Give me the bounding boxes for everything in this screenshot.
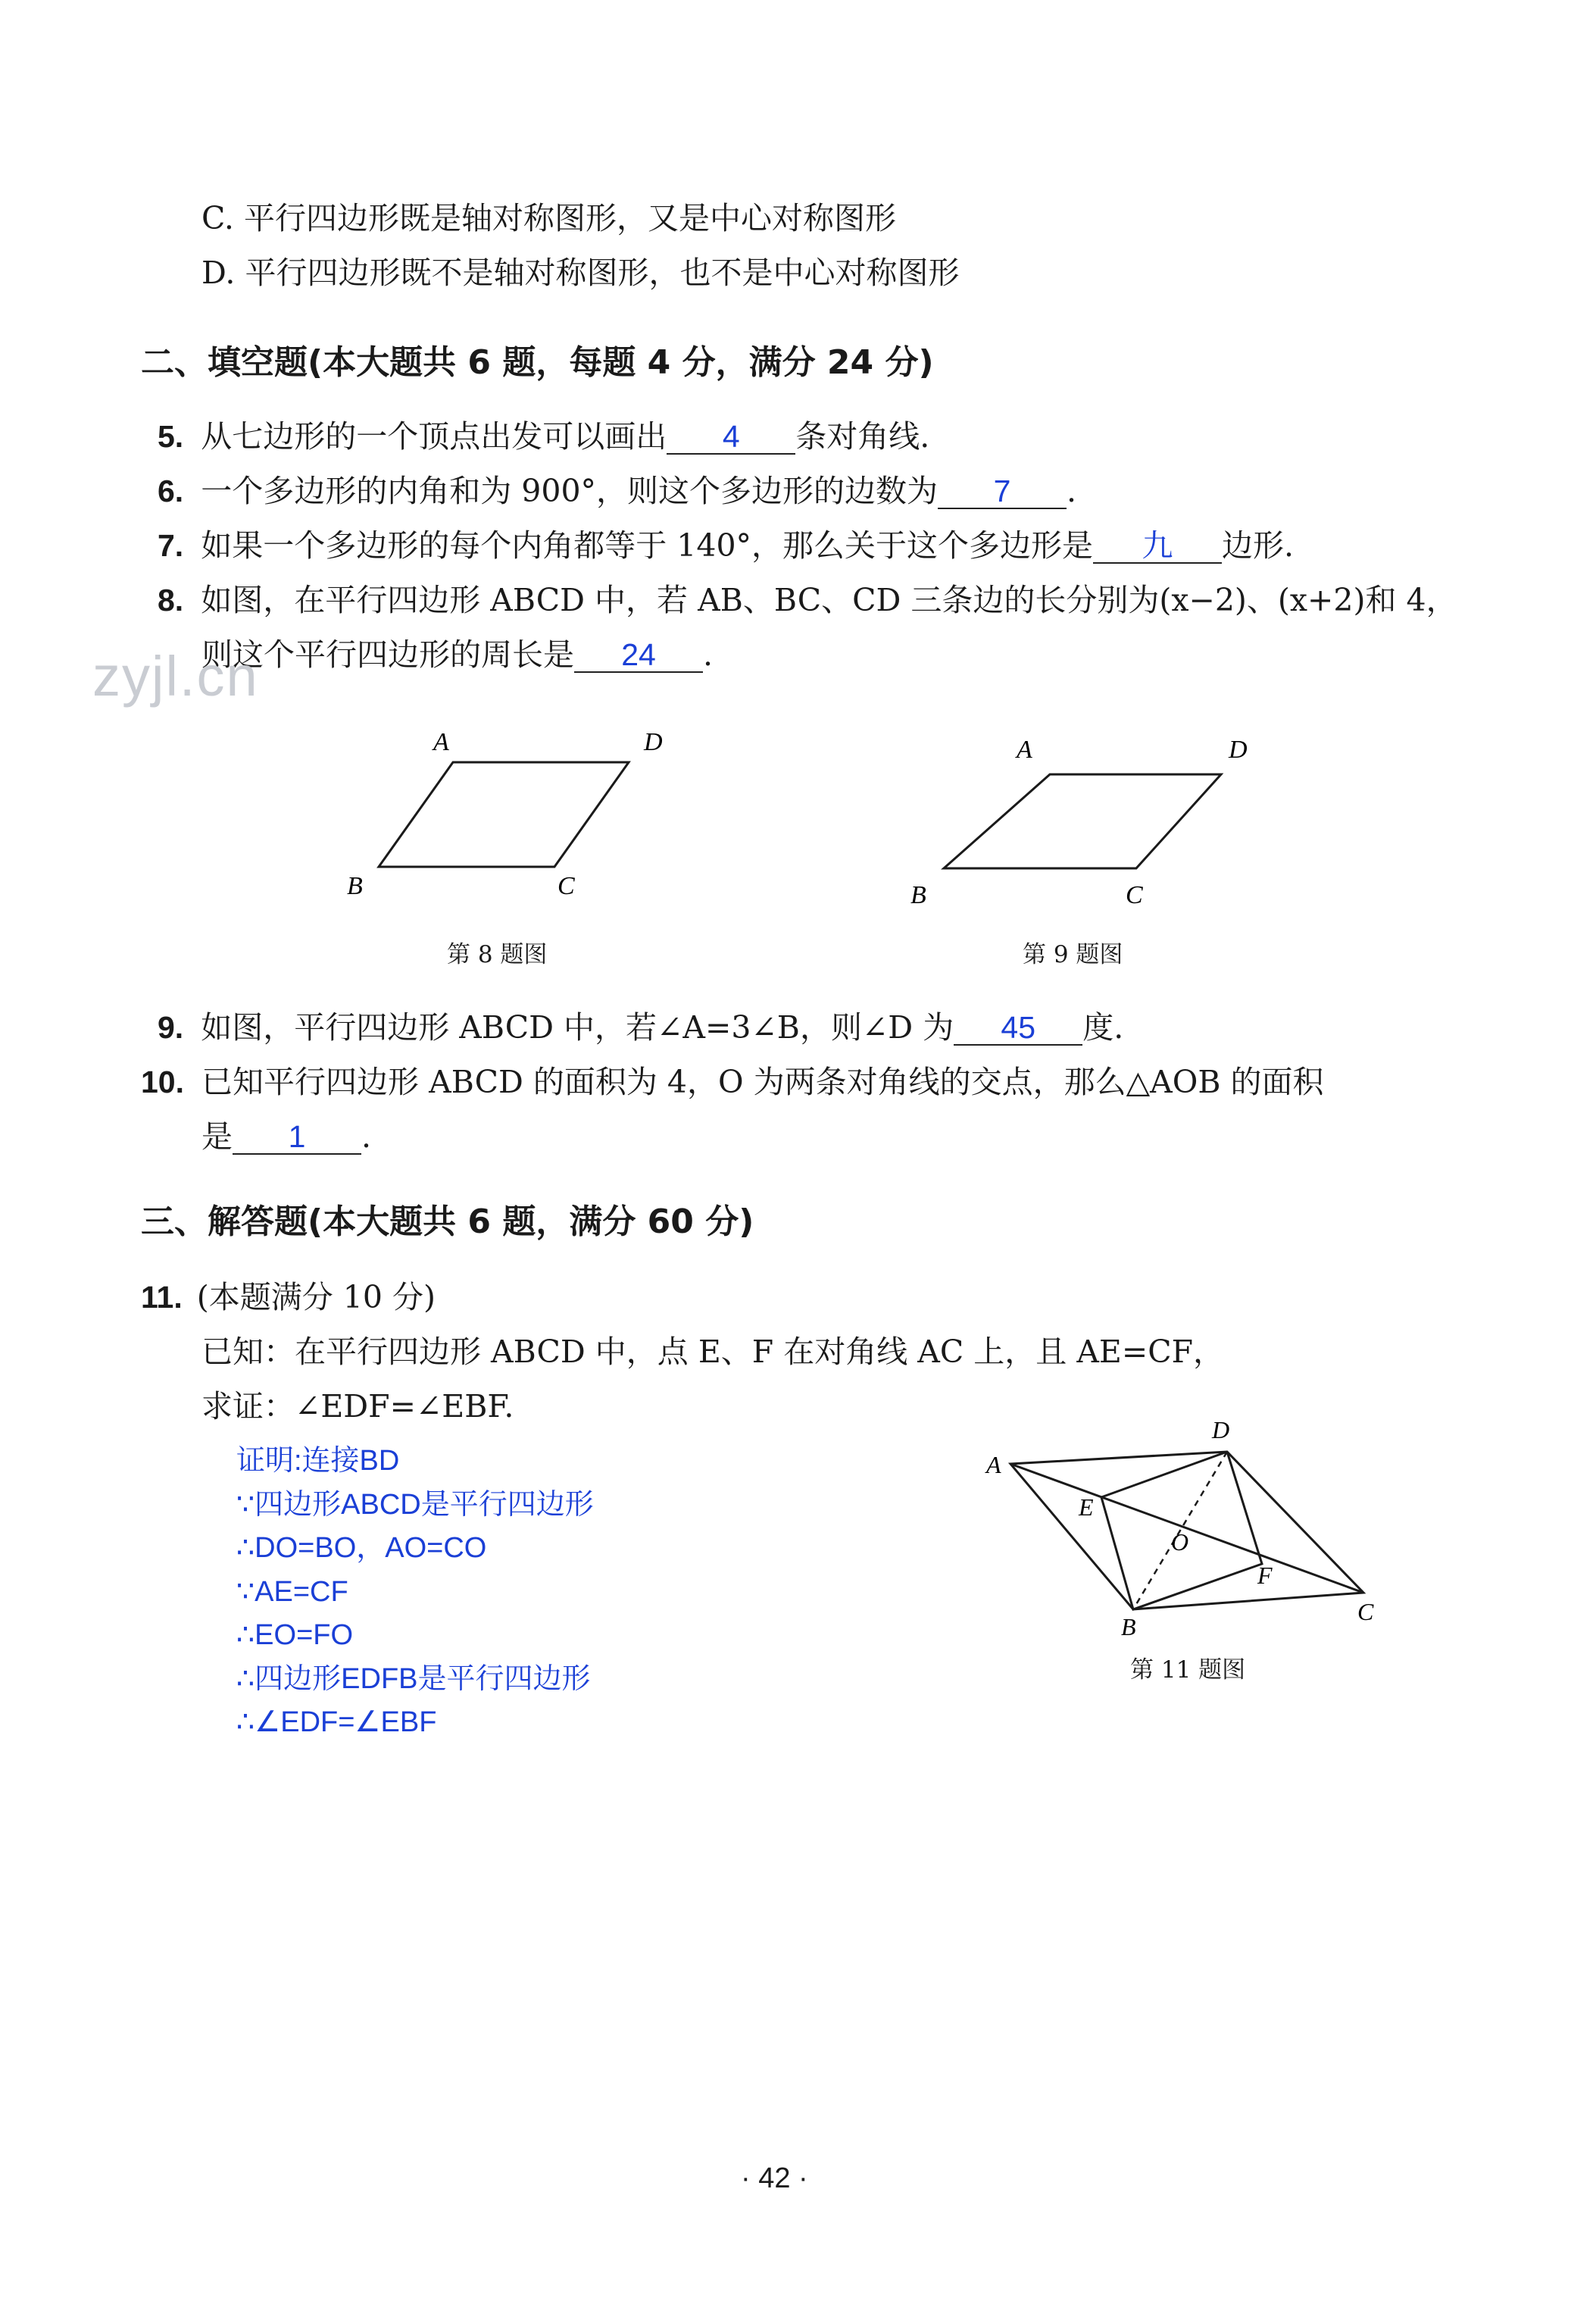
vertex-label-b: B: [1121, 1613, 1136, 1640]
section-3-heading: 三、解答题(本大题共 6 题，满分 60 分): [141, 1202, 754, 1241]
question-6: [158, 471, 1076, 511]
parallelogram-abcd: [944, 774, 1221, 868]
question-score: (本题满分 10 分): [196, 1279, 436, 1315]
vertex-label-c: C: [1126, 881, 1143, 909]
question-11-prove: 求证：∠EDF=∠EBF.: [201, 1388, 514, 1424]
section-2-heading: 二、填空题(本大题共 6 题，每题 4 分，满分 24 分): [141, 343, 934, 382]
proof-block: [236, 1440, 594, 1745]
answer-blank: 24: [574, 638, 703, 673]
watermark: zyjl.cn: [92, 645, 259, 708]
question-number: 8.: [158, 583, 184, 618]
question-text-end: 度.: [1082, 1009, 1124, 1046]
figure-11-caption: 第 11 题图: [1130, 1656, 1246, 1684]
proof-line: ∵四边形ABCD是平行四边形: [236, 1488, 594, 1521]
question-7: [158, 526, 1294, 565]
question-number: 11.: [141, 1280, 183, 1315]
vertex-label-a: A: [986, 1451, 1001, 1478]
question-text-end: 条对角线.: [795, 418, 930, 455]
point-label-o: O: [1171, 1528, 1189, 1556]
proof-line: ∴∠EDF=∠EBF: [236, 1706, 437, 1738]
proof-line: ∴四边形EDFB是平行四边形: [236, 1662, 591, 1695]
question-number: 9.: [158, 1010, 184, 1045]
question-text: 则这个平行四边形的周长是: [201, 636, 574, 673]
question-text: 从七边形的一个顶点出发可以画出: [201, 418, 667, 455]
page-number: · 42 ·: [741, 2162, 808, 2194]
vertex-label-c: C: [1357, 1598, 1374, 1625]
question-11: [141, 1277, 436, 1317]
question-10-line-2: [201, 1117, 371, 1156]
question-9: [158, 1008, 1123, 1047]
question-number: 5.: [158, 419, 184, 454]
question-text: 一个多边形的内角和为 900°，则这个多边形的边数为: [201, 473, 939, 509]
proof-line: 证明:连接BD: [236, 1445, 400, 1477]
question-8-line-2: [201, 635, 713, 674]
question-text: 如图，在平行四边形 ABCD 中，若 AB、BC、CD 三条边的长分别为(x−2)、(x+2)和 4，: [201, 582, 1457, 618]
parallelogram-abcd: [379, 762, 629, 867]
figure-8: [326, 712, 704, 909]
vertex-label-b: B: [347, 872, 363, 900]
figure-9-caption: 第 9 题图: [1023, 941, 1123, 968]
option-c: C. 平行四边形既是轴对称图形，又是中心对称图形: [201, 200, 896, 236]
question-number: 7.: [158, 528, 184, 563]
question-text: 是: [201, 1118, 233, 1155]
point-label-f: F: [1257, 1562, 1273, 1589]
vertex-label-d: D: [644, 728, 663, 756]
vertex-label-a: A: [1017, 736, 1032, 764]
question-number: 6.: [158, 474, 184, 508]
question-text: 已知平行四边形 ABCD 的面积为 4，O 为两条对角线的交点，那么△AOB 的面积: [201, 1064, 1324, 1100]
question-number: 10.: [141, 1065, 184, 1099]
question-text: 如图，平行四边形 ABCD 中，若∠A=3∠B，则∠D 为: [201, 1009, 954, 1046]
proof-line: ∵AE=CF: [236, 1575, 348, 1608]
answer-blank: 4: [667, 420, 795, 455]
option-d: D. 平行四边形既不是轴对称图形，也不是中心对称图形: [201, 255, 960, 291]
point-label-e: E: [1079, 1493, 1094, 1521]
question-text-end: .: [361, 1118, 372, 1155]
vertex-label-b: B: [910, 881, 926, 909]
answer-blank: 1: [233, 1120, 361, 1155]
question-8: [158, 580, 1457, 620]
question-11-given: 已知：在平行四边形 ABCD 中，点 E、F 在对角线 AC 上，且 AE=CF，: [201, 1334, 1225, 1370]
vertex-label-d: D: [1229, 736, 1248, 764]
answer-blank: 九: [1093, 529, 1222, 564]
proof-line: ∴DO=BO，AO=CO: [236, 1532, 487, 1564]
proof-line: ∴EO=FO: [236, 1619, 354, 1651]
answer-blank: 45: [954, 1011, 1082, 1046]
figure-11: [977, 1402, 1401, 1644]
vertex-label-c: C: [558, 872, 575, 900]
vertex-label-a: A: [433, 728, 449, 756]
figure-8-caption: 第 8 题图: [447, 941, 548, 968]
question-text-end: .: [703, 636, 714, 673]
question-5: [158, 417, 929, 456]
answer-blank: 7: [938, 474, 1067, 509]
question-text: 如果一个多边形的每个内角都等于 140°，那么关于这个多边形是: [201, 527, 1094, 564]
figure-9: [894, 727, 1273, 924]
question-10: [141, 1062, 1324, 1102]
vertex-label-d: D: [1212, 1416, 1230, 1443]
question-text-end: 边形.: [1222, 527, 1295, 564]
question-text-end: .: [1067, 473, 1077, 509]
